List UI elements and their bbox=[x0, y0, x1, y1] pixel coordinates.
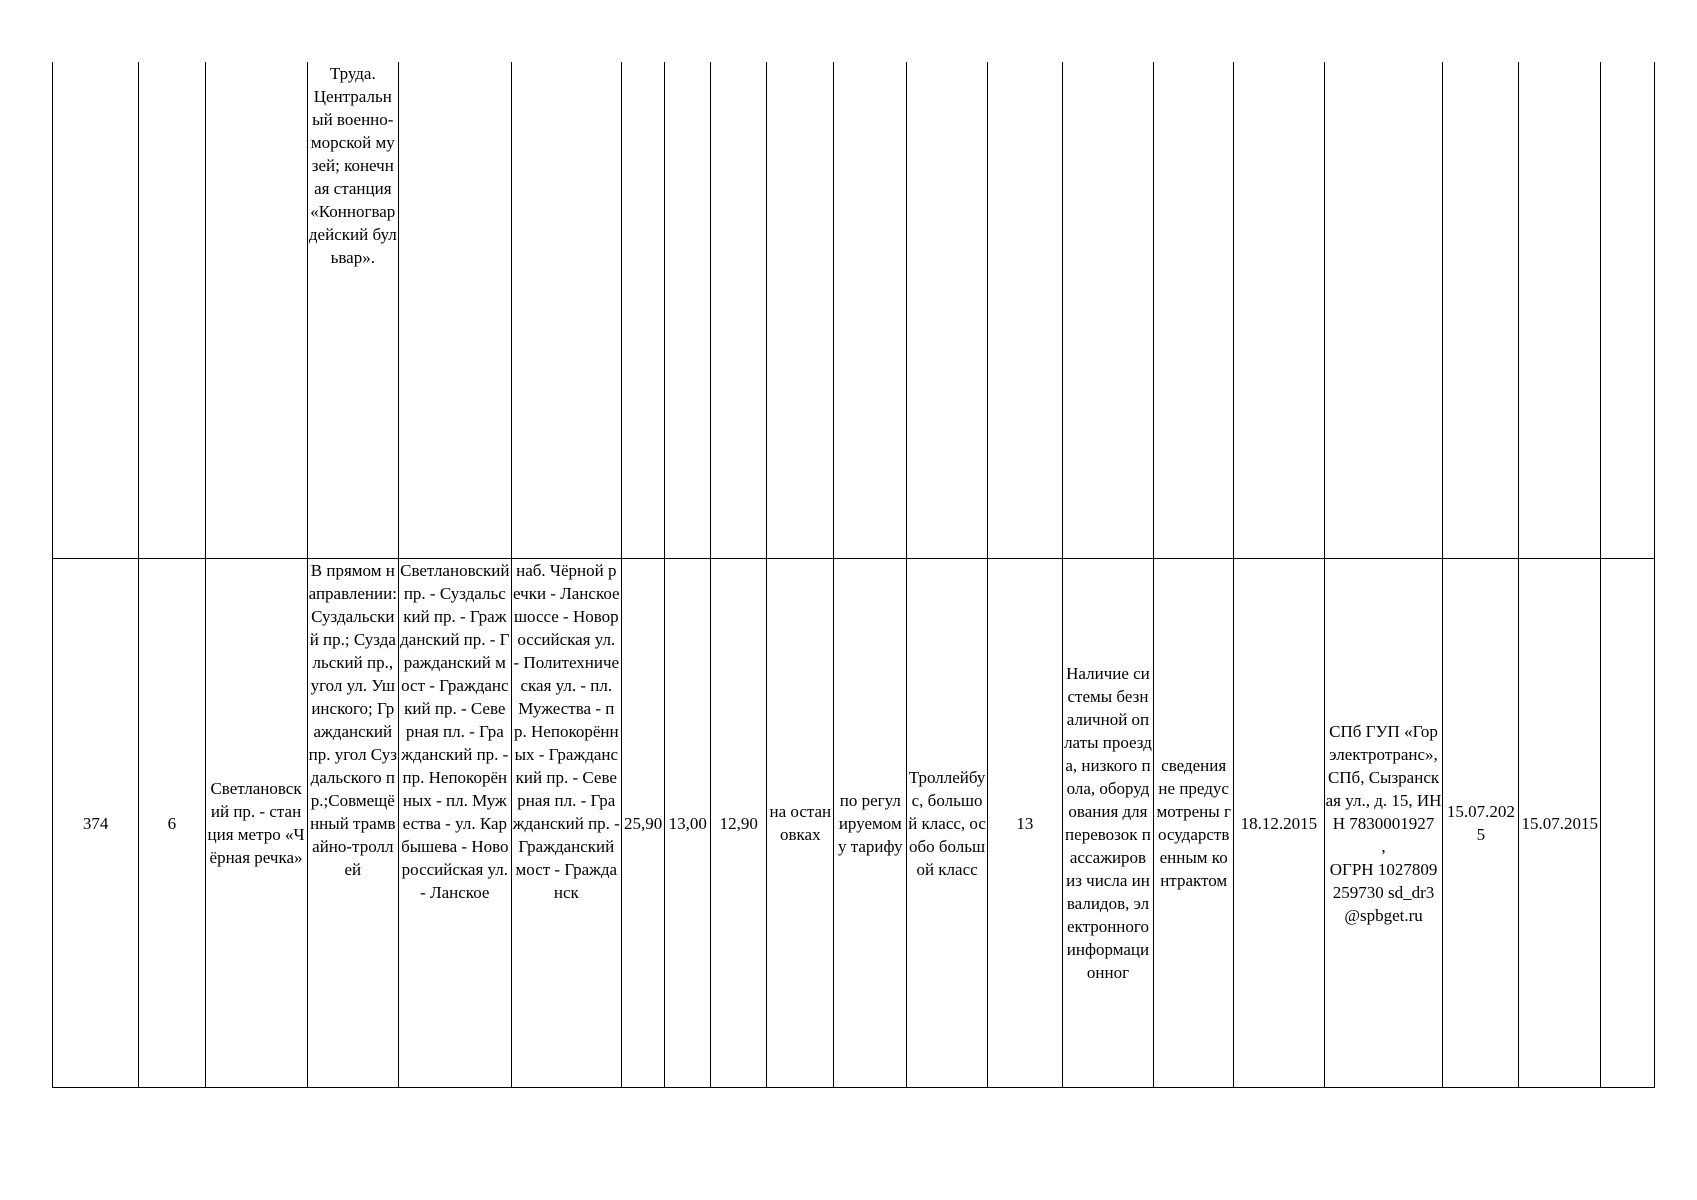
table-cell-max-vehicles bbox=[988, 62, 1063, 559]
table-cell-route-streets-forward bbox=[399, 62, 512, 559]
cell-text: 12,90 bbox=[719, 813, 758, 833]
table-cell-contract-info bbox=[1154, 559, 1234, 1088]
table-cell-vehicle-characteristics bbox=[1062, 62, 1154, 559]
cell-text: 15.07.2025 bbox=[1446, 802, 1515, 844]
cell-text: Троллейбус, большой класс, особо большой класс bbox=[908, 767, 986, 879]
table-cell-end-date bbox=[1443, 62, 1519, 559]
table-cell-stops-list bbox=[307, 62, 399, 559]
cell-text: 15.07.2015 bbox=[1521, 813, 1598, 833]
cell-text: наб. Чёрной речки - Ланское шоссе - Новороссийская ул. - Политехническая ул. - пл. Мужества - пр. Непокорённых - Гражданский пр. - Северная пл. - Гражданский пр. - Гражданский мост - Гражданск bbox=[512, 561, 625, 902]
table-cell-extra-col bbox=[1601, 559, 1655, 1088]
table-cell-vehicle-class bbox=[907, 559, 988, 1088]
table-cell-carrier-info bbox=[1324, 62, 1443, 559]
cell-text: 6 bbox=[167, 813, 177, 833]
cell-text: по регулируемому тарифу bbox=[837, 790, 903, 856]
table-cell-vehicle-class bbox=[907, 62, 988, 559]
table-cell-tariff-type bbox=[834, 62, 907, 559]
cell-text: Наличие системы безналичной оплаты проезда, низкого пола, оборудования для перевозок пассажиров из числа инвалидов, электронного информационног bbox=[1064, 664, 1154, 982]
table-cell-contract-info bbox=[1154, 62, 1234, 559]
table-cell-extra-col bbox=[1601, 62, 1655, 559]
table-cell-route-length-backward bbox=[711, 559, 767, 1088]
cell-text: Светлановский пр. - станция метро «Чёрная речка» bbox=[207, 779, 305, 867]
cell-text: на остановках bbox=[769, 802, 832, 844]
cell-text: сведения не предусмотрены государственным контрактом bbox=[1156, 756, 1231, 890]
table-cell-max-vehicles bbox=[988, 559, 1063, 1088]
cell-text: 25,90 bbox=[623, 813, 663, 833]
cell-text: В прямом направлении: Суздальский пр.; Суздальский пр., угол ул. Ушинского; Гражданский пр. угол Суздальского пр.;Совмещённый трамвайно-троллей bbox=[308, 561, 402, 879]
table-cell-tariff-type bbox=[834, 559, 907, 1088]
cell-text: СПб ГУП «Горэлектротранс», СПб, Сызранская ул., д. 15, ИНН 7830001927 , ОГРН 1027809259730 sd_dr3@spbget.ru bbox=[1325, 721, 1442, 925]
cell-text: 374 bbox=[82, 813, 109, 833]
table-cell-route-name bbox=[205, 559, 307, 1088]
table-cell-change-date bbox=[1519, 62, 1601, 559]
table-cell-registry-number bbox=[53, 559, 139, 1088]
table-row bbox=[53, 62, 1655, 559]
table-cell-route-name bbox=[205, 62, 307, 559]
table-cell-stops-list bbox=[307, 559, 402, 1088]
table-cell-route-length-forward bbox=[665, 62, 711, 559]
cell-text: Светлановский пр. - Суздальский пр. - Гражданский пр. - Гражданский мост - Гражданский пр. - Северная пл. - Гражданский пр. - пр. Непокорённых - пл. Мужества - ул. Карбышева - Новороссийская ул. - Ланское bbox=[400, 561, 514, 902]
table-cell-start-date bbox=[1234, 559, 1324, 1088]
table-cell-route-streets-forward bbox=[399, 559, 512, 1088]
table-cell-route-streets-backward bbox=[511, 62, 621, 559]
table-cell-start-date bbox=[1234, 62, 1324, 559]
table-cell-boarding-order bbox=[767, 559, 834, 1088]
table-cell-change-date bbox=[1519, 559, 1601, 1088]
cell-text: Труда. Центральный военно-морской музей; конечная станция «Конногвардейский бульвар». bbox=[308, 64, 397, 267]
table-cell-end-date bbox=[1443, 559, 1519, 1088]
cell-text: 13 bbox=[1016, 813, 1034, 833]
table-cell-route-streets-backward bbox=[511, 559, 625, 1088]
table-cell-registry-number bbox=[53, 62, 139, 559]
route-register-table bbox=[52, 62, 1655, 1088]
table-cell-route-length-forward bbox=[665, 559, 711, 1088]
table-cell-route-length-total bbox=[622, 559, 665, 1088]
table-cell-carrier-info bbox=[1324, 559, 1443, 1088]
table-cell-route-length-backward bbox=[711, 62, 767, 559]
table-cell-vehicle-characteristics bbox=[1062, 559, 1154, 1088]
table-cell-route-number bbox=[139, 559, 205, 1088]
table-cell-route-number bbox=[139, 62, 205, 559]
table-cell-boarding-order bbox=[767, 62, 834, 559]
table-cell-route-length-total bbox=[622, 62, 665, 559]
cell-text: 18.12.2015 bbox=[1240, 813, 1318, 833]
cell-text: 13,00 bbox=[668, 813, 707, 833]
table-row bbox=[53, 559, 1655, 1088]
